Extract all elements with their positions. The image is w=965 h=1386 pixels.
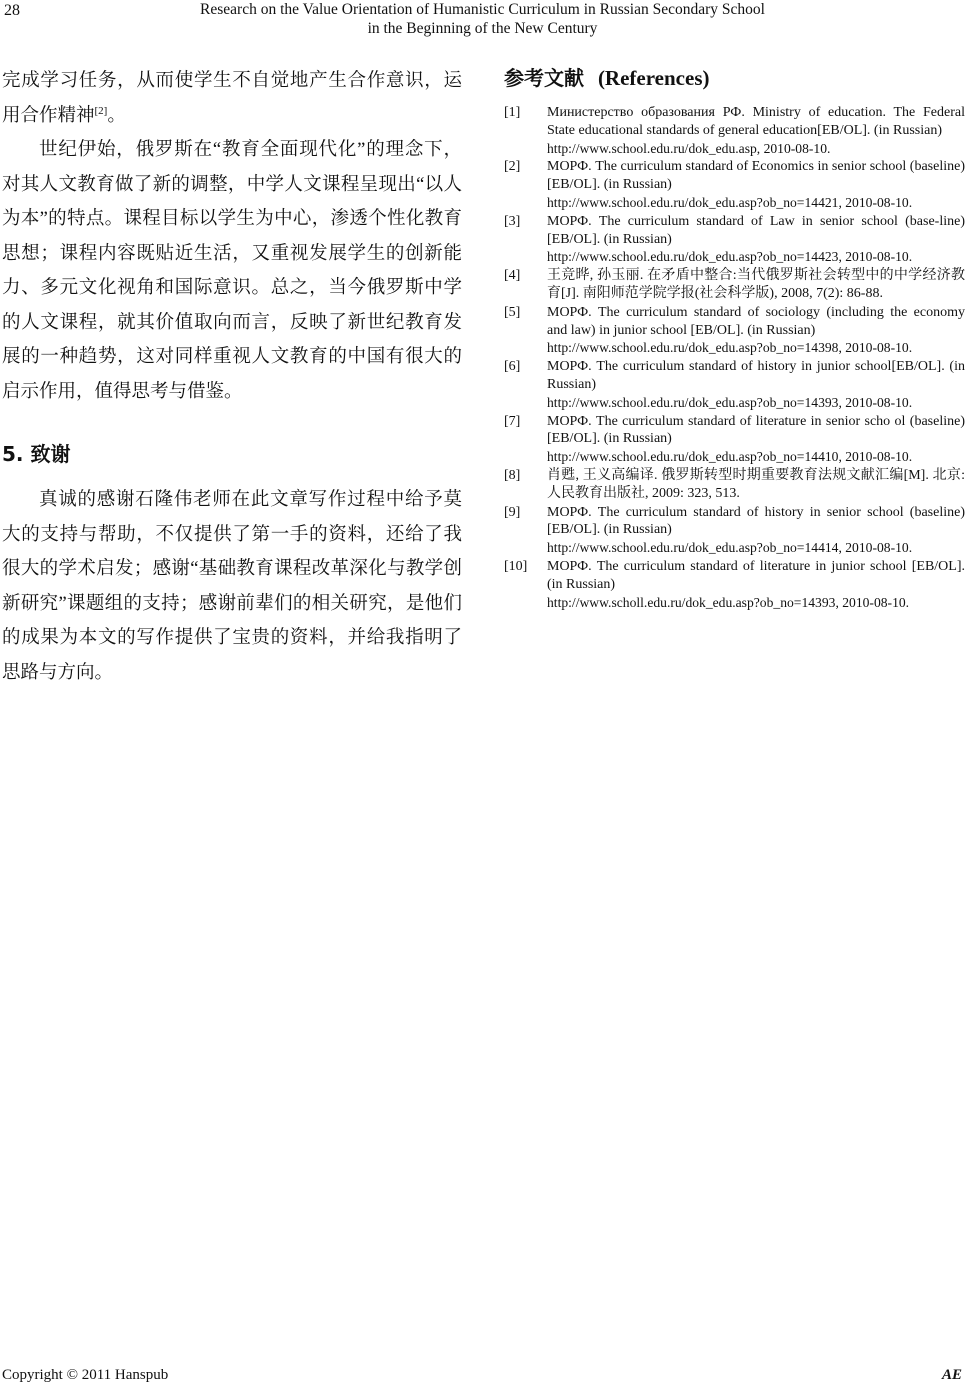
reference-body <box>547 558 965 611</box>
reference-url-link[interactable]: http://www.school.edu.ru/dok_edu.asp?ob_no=14398, 2010-08-10. <box>547 340 913 356</box>
reference-body <box>547 358 965 411</box>
paragraph-3: 真诚的感谢石隆伟老师在此文章写作过程中给予莫大的支持与帮助，不仅提供了第一手的资料，还给了我很大的学术启发；感谢“基础教育课程改革深化与教学创新研究”课题组的支持；感谢前辈们的相关研究，是他们的成果为本文的写作提供了宝贵的资料，并给我指明了思路与方向。 <box>2 490 462 683</box>
reference-item <box>504 467 965 503</box>
reference-number: [8] <box>504 467 521 483</box>
reference-text: МОРФ. The curriculum standard of history in senior school (baseline)[EB/OL]. (in Russian) <box>547 504 965 538</box>
reference-url-link[interactable]: http://www.school.edu.ru/dok_edu.asp?ob_no=14393, 2010-08-10. <box>547 394 913 410</box>
paragraph-2: 世纪伊始，俄罗斯在“教育全面现代化”的理念下，对其人文教育做了新的调整，中学人文课程呈现出“以人为本”的特点。课程目标以学生为中心，渗透个性化教育思想；课程内容既贴近生活，又重视发展学生的创新能力、多元文化视角和国际意识。总之，当今俄罗斯中学的人文课程，就其价值取向而言，反映了新世纪教育发展的一种趋势，这对同样重视人文教育的中国有很大的启示作用，值得思考与借鉴。 <box>2 140 462 402</box>
reference-text: МОРФ. The curriculum standard of sociology (including the economy and law) in junior school [EB/OL]. (in Russian) <box>547 304 965 338</box>
reference-number: [2] <box>504 159 521 175</box>
page-number: 28 <box>4 2 20 19</box>
references-heading <box>504 64 965 92</box>
reference-item <box>504 267 965 303</box>
reference-item <box>504 213 965 266</box>
reference-url-link[interactable]: http://www.scholl.edu.ru/dok_edu.asp?ob_no=14393, 2010-08-10. <box>547 594 910 610</box>
header-line-2: in the Beginning of the New Century <box>367 20 598 37</box>
right-column <box>504 64 965 612</box>
reference-item <box>504 504 965 557</box>
left-column <box>2 64 462 690</box>
reference-item <box>504 158 965 211</box>
reference-number: [5] <box>504 304 521 320</box>
reference-item <box>504 413 965 466</box>
reference-body <box>547 504 965 557</box>
reference-url-link[interactable]: http://www.school.edu.ru/dok_edu.asp, 2010-08-10. <box>547 140 831 156</box>
footer-copyright: Copyright © 2011 Hanspub <box>2 1367 169 1383</box>
citation-marker[interactable]: [2] <box>94 104 108 117</box>
section-heading-acknowledgement: 5. 致谢 <box>2 442 71 466</box>
paragraph-1 <box>2 64 462 133</box>
reference-text: МОРФ. The curriculum standard of Law in senior school (base-line)[EB/OL]. (in Russian) <box>547 213 965 247</box>
reference-item <box>504 104 965 157</box>
header-line-1: Research on the Value Orientation of Humanistic Curriculum in Russian Secondary School <box>200 1 765 18</box>
references-heading-cn: 参考文献 <box>504 66 584 90</box>
reference-body <box>547 413 965 466</box>
reference-text: МОРФ. The curriculum standard of Economics in senior school (baseline)[EB/OL]. (in Russian) <box>547 159 965 193</box>
reference-number: [1] <box>504 105 521 120</box>
reference-text: Министерство образования РФ. Ministry of education. The Federal State educational standards of general education[EB/OL]. (in Russian) <box>547 105 965 138</box>
reference-number: [7] <box>504 413 521 429</box>
reference-body <box>547 304 965 357</box>
footer-journal: AE <box>941 1367 962 1383</box>
reference-number: [10] <box>504 558 528 574</box>
reference-url-link[interactable]: http://www.school.edu.ru/dok_edu.asp?ob_no=14414, 2010-08-10. <box>547 540 913 556</box>
reference-body <box>547 104 965 157</box>
reference-number: [3] <box>504 213 521 229</box>
reference-url-link[interactable]: http://www.school.edu.ru/dok_edu.asp?ob_no=14410, 2010-08-10. <box>547 449 913 465</box>
paragraph-1-end: 。 <box>107 105 126 126</box>
reference-number: [4] <box>504 268 521 284</box>
references-heading-en: (References) <box>597 66 710 90</box>
reference-text: МОРФ. The curriculum standard of literature in junior school [EB/OL]. (in Russian) <box>547 558 965 592</box>
reference-item <box>504 304 965 357</box>
reference-text: МОРФ. The curriculum standard of literature in senior scho ol (baseline)[EB/OL]. (in Russian) <box>547 413 965 447</box>
reference-number: [9] <box>504 504 521 520</box>
running-header <box>0 0 965 38</box>
reference-body <box>547 467 965 503</box>
paragraph-1-text: 完成学习任务，从而使学生不自觉地产生合作意识，运用合作精神 <box>2 71 462 126</box>
reference-list <box>504 104 965 611</box>
reference-url-link[interactable]: http://www.school.edu.ru/dok_edu.asp?ob_no=14421, 2010-08-10. <box>547 194 913 210</box>
reference-url-link[interactable]: http://www.school.edu.ru/dok_edu.asp?ob_no=14423, 2010-08-10. <box>547 249 913 265</box>
reference-text: 肖甦, 王义高编译. 俄罗斯转型时期重要教育法规文献汇编[M]. 北京: 人民教育出版社, 2009: 323, 513. <box>547 467 965 501</box>
reference-number: [6] <box>504 359 521 375</box>
reference-item <box>504 558 965 611</box>
reference-body <box>547 158 965 211</box>
reference-body <box>547 267 965 303</box>
reference-text: МОРФ. The curriculum standard of history in junior school[EB/OL]. (in Russian) <box>547 359 965 392</box>
reference-text: 王竞晔, 孙玉丽. 在矛盾中整合:当代俄罗斯社会转型中的中学经济教育[J]. 南阳师范学院学报(社会科学版), 2008, 7(2): 86-88. <box>547 268 965 301</box>
reference-body <box>547 213 965 266</box>
reference-item <box>504 358 965 411</box>
